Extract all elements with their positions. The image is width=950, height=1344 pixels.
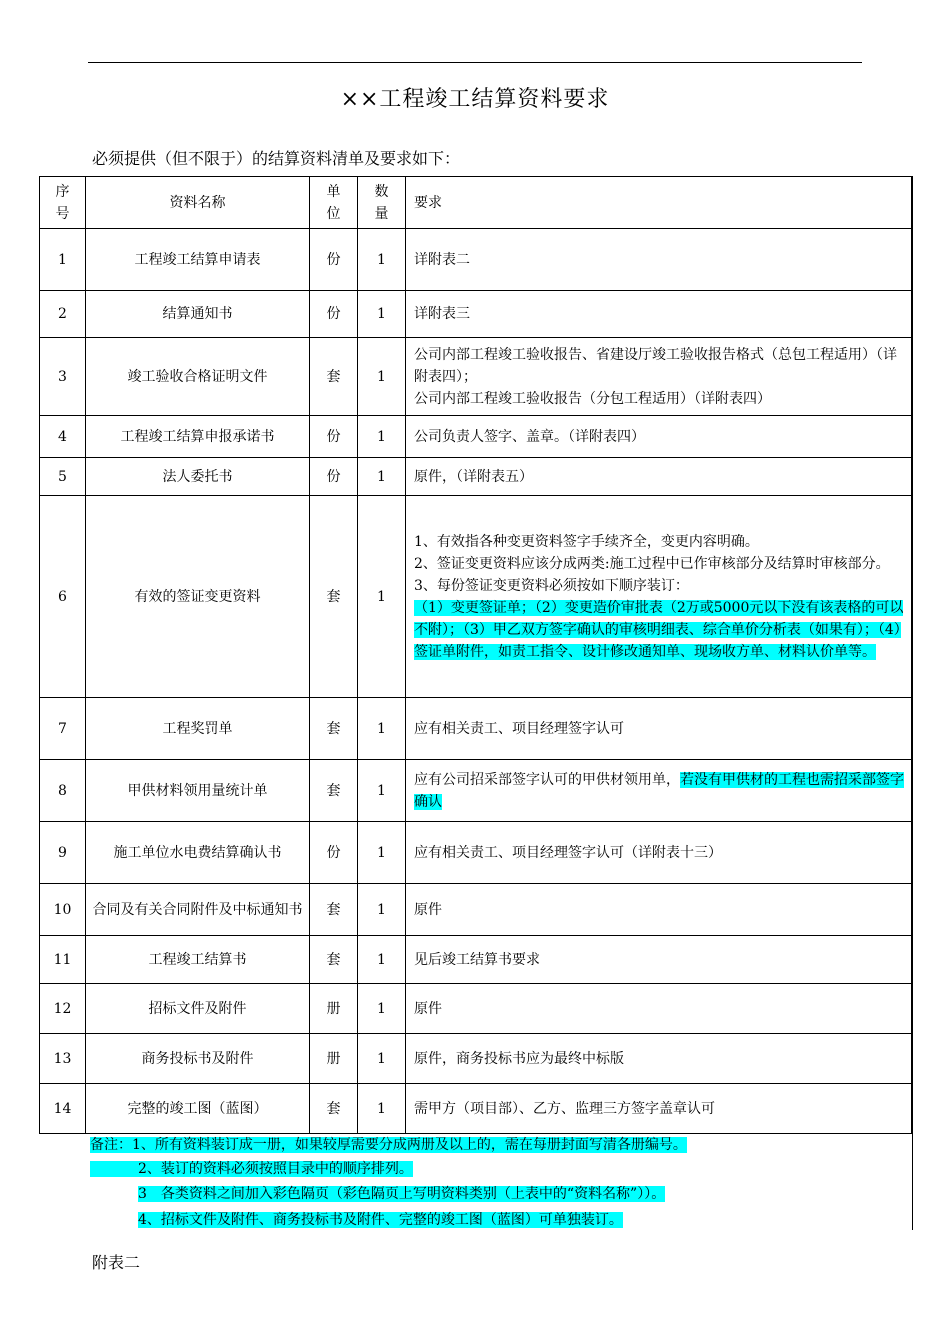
table-row — [40, 229, 912, 291]
row-unit: 套 — [310, 1084, 358, 1134]
header-name: 资料名称 — [86, 177, 310, 229]
table-row — [40, 822, 912, 884]
row-requirement: 原件 — [406, 984, 912, 1034]
row-name: 有效的签证变更资料 — [86, 496, 310, 698]
row-requirement: 见后竣工结算书要求 — [406, 936, 912, 984]
row-requirement — [406, 496, 912, 698]
row-name: 工程竣工结算申请表 — [86, 229, 310, 291]
row-name: 招标文件及附件 — [86, 984, 310, 1034]
row-unit: 份 — [310, 822, 358, 884]
document-title: ××工程竣工结算资料要求 — [340, 87, 610, 112]
row-qty: 1 — [358, 1084, 406, 1134]
row-qty: 1 — [358, 760, 406, 822]
row-no: 14 — [40, 1084, 86, 1134]
row-requirement: 原件，（详附表五） — [406, 458, 912, 496]
note-line: 备注：1、所有资料装订成一册，如果较厚需要分成两册及以上的，需在每册封面写清各册编号。 — [90, 1137, 687, 1153]
table-row — [40, 698, 912, 760]
row-no: 5 — [40, 458, 86, 496]
row-requirement: 公司负责人签字、盖章。（详附表四） — [406, 416, 912, 458]
row-requirement: 应有相关责工、项目经理签字认可（详附表十三） — [406, 822, 912, 884]
row-unit: 套 — [310, 936, 358, 984]
row-qty: 1 — [358, 984, 406, 1034]
requirement-line: 1、有效指各种变更资料签字手续齐全，变更内容明确。 — [414, 533, 759, 550]
row-requirement: 应有相关责工、项目经理签字认可 — [406, 698, 912, 760]
row-name: 商务投标书及附件 — [86, 1034, 310, 1084]
table-row — [40, 416, 912, 458]
row-name: 竣工验收合格证明文件 — [86, 338, 310, 416]
table-row — [40, 936, 912, 984]
row-name: 工程竣工结算书 — [86, 936, 310, 984]
row-unit: 套 — [310, 496, 358, 698]
row-no: 1 — [40, 229, 86, 291]
row-unit: 套 — [310, 884, 358, 936]
row-name: 结算通知书 — [86, 291, 310, 338]
header-requirement: 要求 — [406, 177, 912, 229]
row-name: 工程竣工结算申报承诺书 — [86, 416, 310, 458]
row-no: 12 — [40, 984, 86, 1034]
row-qty: 1 — [358, 291, 406, 338]
header-unit: 单 位 — [310, 177, 358, 229]
row-no: 4 — [40, 416, 86, 458]
requirement-line: 2、签证变更资料应该分成两类:施工过程中已作审核部分及结算时审核部分。 — [414, 555, 890, 572]
row-unit: 份 — [310, 291, 358, 338]
table-header-row — [40, 177, 912, 229]
row-unit: 套 — [310, 698, 358, 760]
row-name: 工程奖罚单 — [86, 698, 310, 760]
right-margin-rule — [912, 176, 913, 1230]
header-no: 序 号 — [40, 177, 86, 229]
intro-text: 必须提供（但不限于）的结算资料清单及要求如下： — [92, 149, 461, 168]
header-qty: 数 量 — [358, 177, 406, 229]
row-requirement: 原件 — [406, 884, 912, 936]
row-no: 6 — [40, 496, 86, 698]
requirements-table — [39, 176, 912, 1134]
row-requirement: 详附表二 — [406, 229, 912, 291]
note-line: 3 各类资料之间加入彩色隔页（彩色隔页上写明资料类别（上表中的“资料名称”））。 — [138, 1186, 666, 1202]
highlighted-text: （1）变更签证单；（2）变更造价审批表（2万或5000元以下没有该表格的可以不附）；（3）甲乙双方签字确认的审核明细表、综合单价分析表（如果有）；（4）签证单附件，如责工指令、设计修改通知单、现场收方单、材料认价单等。 — [414, 599, 904, 660]
table-row — [40, 1034, 912, 1084]
row-qty: 1 — [358, 338, 406, 416]
row-requirement: 需甲方（项目部）、乙方、监理三方签字盖章认可 — [406, 1084, 912, 1134]
row-unit: 份 — [310, 416, 358, 458]
note-line: 2、装订的资料必须按照目录中的顺序排列。 — [90, 1158, 413, 1180]
row-no: 8 — [40, 760, 86, 822]
row-name: 甲供材料领用量统计单 — [86, 760, 310, 822]
row-requirement — [406, 760, 912, 822]
row-qty: 1 — [358, 458, 406, 496]
requirement-line: 公司内部工程竣工验收报告、省建设厅竣工验收报告格式（总包工程适用）（详附表四）； — [414, 346, 897, 385]
row-unit: 套 — [310, 760, 358, 822]
row-name: 施工单位水电费结算确认书 — [86, 822, 310, 884]
table-row — [40, 458, 912, 496]
row-requirement — [406, 338, 912, 416]
table-row — [40, 1084, 912, 1134]
requirement-line: 公司内部工程竣工验收报告（分包工程适用）（详附表四） — [414, 390, 771, 407]
row-qty: 1 — [358, 822, 406, 884]
row-unit: 册 — [310, 1034, 358, 1084]
row-no: 10 — [40, 884, 86, 936]
row-no: 7 — [40, 698, 86, 760]
top-rule — [88, 62, 862, 63]
row-no: 9 — [40, 822, 86, 884]
row-unit: 份 — [310, 229, 358, 291]
row-qty: 1 — [358, 1034, 406, 1084]
table-row — [40, 338, 912, 416]
appendix-label: 附表二 — [92, 1253, 141, 1272]
row-name: 完整的竣工图（蓝图） — [86, 1084, 310, 1134]
row-no: 11 — [40, 936, 86, 984]
row-qty: 1 — [358, 884, 406, 936]
row-no: 13 — [40, 1034, 86, 1084]
row-no: 2 — [40, 291, 86, 338]
row-requirement: 原件，商务投标书应为最终中标版 — [406, 1034, 912, 1084]
row-unit: 册 — [310, 984, 358, 1034]
requirement-text: 应有公司招采部签字认可的甲供材领用单， — [414, 771, 680, 788]
table-row — [40, 291, 912, 338]
row-qty: 1 — [358, 229, 406, 291]
table-row — [40, 496, 912, 698]
row-name: 合同及有关合同附件及中标通知书 — [86, 884, 310, 936]
requirement-highlight — [414, 597, 907, 663]
highlighted-text: 若没有甲供材的工程也需招采部签字确认 — [414, 771, 904, 810]
row-qty: 1 — [358, 416, 406, 458]
row-unit: 份 — [310, 458, 358, 496]
table-row — [40, 984, 912, 1034]
table-row — [40, 884, 912, 936]
row-no: 3 — [40, 338, 86, 416]
row-unit: 套 — [310, 338, 358, 416]
row-qty: 1 — [358, 936, 406, 984]
row-requirement: 详附表三 — [406, 291, 912, 338]
note-line: 4、招标文件及附件、商务投标书及附件、完整的竣工图（蓝图）可单独装订。 — [138, 1212, 623, 1228]
table-row — [40, 760, 912, 822]
row-qty: 1 — [358, 496, 406, 698]
requirement-line: 3、每份签证变更资料必须按如下顺序装订： — [414, 577, 689, 594]
row-qty: 1 — [358, 698, 406, 760]
row-name: 法人委托书 — [86, 458, 310, 496]
